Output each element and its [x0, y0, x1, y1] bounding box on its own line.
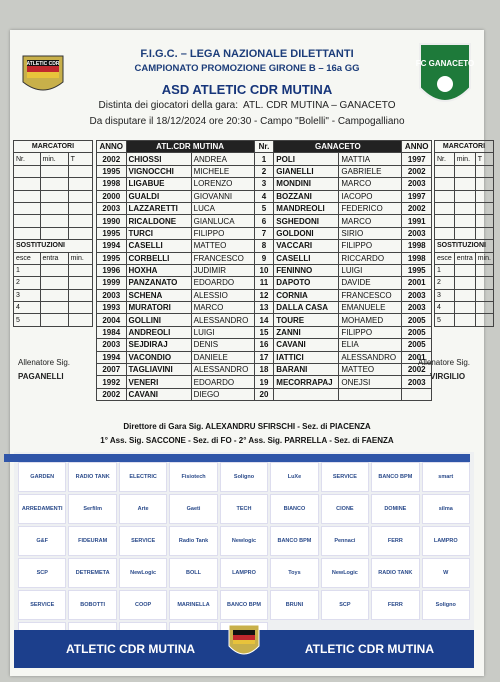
table-row [97, 202, 432, 214]
marcatori-label: MARCATORI [435, 141, 494, 153]
col-nr: Nr. [435, 153, 455, 165]
sub-num: 2 [14, 277, 41, 289]
sponsor-band [4, 454, 470, 462]
svg-text:ATLETIC CDR: ATLETIC CDR [26, 61, 60, 67]
table-row [97, 289, 432, 301]
home-birth-year: 2004 [97, 314, 127, 326]
sponsor-logo: CIONE [321, 494, 369, 524]
away-surname: MANDREOLI [274, 202, 339, 214]
away-birth-year: 2002 [402, 364, 432, 376]
col-nr: Nr. [14, 153, 41, 165]
away-firstname: MATTEO [339, 364, 402, 376]
sponsor-logo: TECH [220, 494, 268, 524]
away-birth-year: 1998 [402, 252, 432, 264]
shirt-number: 3 [254, 178, 274, 190]
away-birth-year: 2003 [402, 178, 432, 190]
away-firstname: ALESSANDRO [339, 351, 402, 363]
sponsor-logo: BANCO BPM [270, 526, 318, 556]
away-firstname: FRANCESCO [339, 289, 402, 301]
away-side-table [434, 140, 494, 327]
away-surname: MECORRAPAJ [274, 376, 339, 388]
away-firstname: EMANUELE [339, 302, 402, 314]
away-birth-year [402, 388, 432, 400]
home-birth-year: 2002 [97, 388, 127, 400]
sponsor-logo: ELECTRIC [119, 462, 167, 492]
away-surname: CAVANI [274, 339, 339, 351]
sponsor-logo: DOMINE [371, 494, 419, 524]
away-surname: FENINNO [274, 264, 339, 276]
away-birth-year: 1997 [402, 190, 432, 202]
away-birth-year: 2002 [402, 202, 432, 214]
sponsor-logo: BRUNI [270, 590, 318, 620]
sponsor-logo: FERR [371, 526, 419, 556]
sponsor-logo: LAMPRO [422, 526, 470, 556]
home-surname: MURATORI [126, 302, 191, 314]
lineup-table [96, 140, 432, 401]
sponsor-logo: Serfilm [68, 494, 116, 524]
home-surname: TAGLIAVINI [126, 364, 191, 376]
away-birth-year: 2001 [402, 277, 432, 289]
table-row [97, 153, 432, 165]
distinta-label: Distinta dei giocatori della gara: [98, 100, 239, 111]
shirt-number: 14 [254, 314, 274, 326]
sponsor-logo: SCP [18, 558, 66, 588]
table-row [97, 252, 432, 264]
home-birth-year: 1995 [97, 165, 127, 177]
home-firstname: EDOARDO [191, 376, 254, 388]
sponsor-logo: NewLogic [119, 558, 167, 588]
away-birth-year: 1998 [402, 240, 432, 252]
home-firstname: MICHELE [191, 165, 254, 177]
sponsor-logo: GARDEN [18, 462, 66, 492]
sponsor-logo: BOBOTTI [68, 590, 116, 620]
home-surname: LAZZARETTI [126, 202, 191, 214]
sponsor-logo: Newlogic [220, 526, 268, 556]
home-surname: LIGABUE [126, 178, 191, 190]
away-surname: BOZZANI [274, 190, 339, 202]
sub-num: 1 [435, 264, 455, 276]
shirt-number: 11 [254, 277, 274, 289]
sponsor-logo: smart [422, 462, 470, 492]
marcatori-label: MARCATORI [14, 141, 93, 153]
home-surname: GOLLINI [126, 314, 191, 326]
away-firstname: MOHAMED [339, 314, 402, 326]
sub-num: 5 [435, 314, 455, 326]
away-firstname: GABRIELE [339, 165, 402, 177]
away-firstname: MARCO [339, 178, 402, 190]
home-birth-year: 1998 [97, 178, 127, 190]
home-firstname: GIANLUCA [191, 215, 254, 227]
home-surname: VIGNOCCHI [126, 165, 191, 177]
league-line: F.I.G.C. – LEGA NAZIONALE DILETTANTI [140, 48, 354, 60]
atletic-cdr-footer-logo-icon [226, 622, 262, 662]
shirt-number: 5 [254, 202, 274, 214]
footer-banner [14, 630, 474, 668]
away-firstname: MATTIA [339, 153, 402, 165]
home-birth-year: 1984 [97, 326, 127, 338]
away-firstname: LUIGI [339, 264, 402, 276]
home-birth-year: 1990 [97, 215, 127, 227]
table-row [97, 227, 432, 239]
sponsor-logo: Gaeti [169, 494, 217, 524]
away-birth-year: 2003 [402, 302, 432, 314]
table-row [97, 165, 432, 177]
home-firstname: EDOARDO [191, 277, 254, 289]
sub-num: 2 [435, 277, 455, 289]
away-firstname: FILIPPO [339, 326, 402, 338]
shirt-number: 8 [254, 240, 274, 252]
sponsor-logo: FERR [371, 590, 419, 620]
nr-header: Nr. [254, 141, 274, 153]
sponsor-logo: SCP [321, 590, 369, 620]
sponsor-logo: BANCO BPM [220, 590, 268, 620]
away-birth-year: 2003 [402, 289, 432, 301]
shirt-number: 4 [254, 190, 274, 202]
away-birth-year: 1991 [402, 215, 432, 227]
away-surname: TOURE [274, 314, 339, 326]
sponsor-logo: DETREMETA [68, 558, 116, 588]
sponsor-logo: Pennaci [321, 526, 369, 556]
schedule-line: Da disputare il 18/12/2024 ore 20:30 - Campo "Bolelli" - Campogalliano [89, 116, 405, 127]
col-t: T [475, 153, 493, 165]
footer-left-text: ATLETIC CDR MUTINA [66, 642, 196, 656]
distinta-match: ATL. CDR MUTINA – GANACETO [243, 100, 396, 111]
home-firstname: MATTEO [191, 240, 254, 252]
shirt-number: 10 [254, 264, 274, 276]
away-surname: DAPOTO [274, 277, 339, 289]
home-surname: CORBELLI [126, 252, 191, 264]
sub-num: 3 [435, 289, 455, 301]
home-birth-year: 1993 [97, 302, 127, 314]
home-firstname: FRANCESCO [191, 252, 254, 264]
table-row [97, 339, 432, 351]
sponsor-logo: RADIO TANK [68, 462, 116, 492]
sponsor-logo: RADIO TANK [371, 558, 419, 588]
sponsor-logo: BOLL [169, 558, 217, 588]
sponsor-logo: MARINELLA [169, 590, 217, 620]
home-firstname: GIOVANNI [191, 190, 254, 202]
home-surname: SCHENA [126, 289, 191, 301]
home-firstname: LUCA [191, 202, 254, 214]
col-min: min. [68, 252, 92, 264]
table-row [97, 240, 432, 252]
home-surname: PANZANATO [126, 277, 191, 289]
shirt-number: 20 [254, 388, 274, 400]
home-firstname: DANIELE [191, 351, 254, 363]
col-t: T [68, 153, 92, 165]
away-birth-year: 2005 [402, 339, 432, 351]
home-firstname: FILIPPO [191, 227, 254, 239]
table-row [97, 190, 432, 202]
home-surname: CASELLI [126, 240, 191, 252]
sponsor-logo: silma [422, 494, 470, 524]
table-row [97, 351, 432, 363]
table-row [97, 215, 432, 227]
table-row [97, 277, 432, 289]
away-birth-year: 2005 [402, 326, 432, 338]
away-birth-year: 1997 [402, 153, 432, 165]
table-row [97, 302, 432, 314]
home-side-table [13, 140, 93, 327]
away-firstname: FEDERICO [339, 202, 402, 214]
sponsor-logo: LAMPRO [220, 558, 268, 588]
referee-line: Direttore di Gara Sig. ALEXANDRU SFIRSCHI - Sez. di PIACENZA [123, 422, 371, 431]
home-surname: HOXHA [126, 264, 191, 276]
shirt-number: 1 [254, 153, 274, 165]
anno-header: ANNO [97, 141, 127, 153]
away-surname: DALLA CASA [274, 302, 339, 314]
table-row [97, 376, 432, 388]
sponsor-logo: BIANCO [270, 494, 318, 524]
away-firstname: MARCO [339, 215, 402, 227]
home-team-header: ATL.CDR MUTINA [126, 141, 254, 153]
away-firstname: IACOPO [339, 190, 402, 202]
away-surname: MONDINI [274, 178, 339, 190]
home-coach-name: PAGANELLI [18, 372, 64, 381]
col-min: min. [454, 153, 475, 165]
away-coach-label: Allenatore Sig. [418, 358, 471, 367]
svg-text:FC GANACETO: FC GANACETO [415, 59, 475, 68]
table-row [97, 388, 432, 400]
home-birth-year: 1999 [97, 277, 127, 289]
away-firstname: ONEJSI [339, 376, 402, 388]
sub-num: 5 [14, 314, 41, 326]
sub-num: 4 [435, 302, 455, 314]
away-surname: VACCARI [274, 240, 339, 252]
shirt-number: 6 [254, 215, 274, 227]
away-surname: CASELLI [274, 252, 339, 264]
home-birth-year: 2003 [97, 202, 127, 214]
shirt-number: 19 [254, 376, 274, 388]
home-birth-year: 1992 [97, 376, 127, 388]
anno-header: ANNO [402, 141, 432, 153]
away-birth-year: 2003 [402, 376, 432, 388]
sponsor-logo: NewLogic [321, 558, 369, 588]
col-min: min. [40, 153, 68, 165]
home-birth-year: 1994 [97, 351, 127, 363]
home-surname: ANDREOLI [126, 326, 191, 338]
away-coach-name: VIRGILIO [430, 372, 466, 381]
sponsor-logo: SERVICE [119, 526, 167, 556]
page-title: ASD ATLETIC CDR MUTINA [161, 82, 333, 97]
col-entra: entra [40, 252, 68, 264]
table-row [97, 326, 432, 338]
home-birth-year: 1995 [97, 252, 127, 264]
home-birth-year: 2003 [97, 339, 127, 351]
table-row [97, 264, 432, 276]
away-firstname: ELIA [339, 339, 402, 351]
sostituzioni-label: SOSTITUZIONI [14, 240, 93, 252]
col-esce: esce [14, 252, 41, 264]
home-firstname: ALESSANDRO [191, 314, 254, 326]
away-surname: CORNIA [274, 289, 339, 301]
sub-num: 4 [14, 302, 41, 314]
away-firstname: DAVIDE [339, 277, 402, 289]
home-birth-year: 2002 [97, 153, 127, 165]
home-surname: RICALDONE [126, 215, 191, 227]
home-surname: CHIOSSI [126, 153, 191, 165]
sponsor-logo: W [422, 558, 470, 588]
sponsor-logo: FIDEURAM [68, 526, 116, 556]
away-surname: GIANELLI [274, 165, 339, 177]
home-firstname: MARCO [191, 302, 254, 314]
shirt-number: 9 [254, 252, 274, 264]
away-surname: IATTICI [274, 351, 339, 363]
home-birth-year: 1995 [97, 227, 127, 239]
sub-num: 3 [14, 289, 41, 301]
home-birth-year: 2003 [97, 289, 127, 301]
home-birth-year: 1994 [97, 240, 127, 252]
home-firstname: DIEGO [191, 388, 254, 400]
home-surname: TURCI [126, 227, 191, 239]
home-surname: CAVANI [126, 388, 191, 400]
away-birth-year: 1995 [402, 264, 432, 276]
shirt-number: 18 [254, 364, 274, 376]
home-birth-year: 2000 [97, 190, 127, 202]
home-firstname: LORENZO [191, 178, 254, 190]
sponsor-logo: BANCO BPM [371, 462, 419, 492]
home-surname: GUALDI [126, 190, 191, 202]
home-firstname: ALESSIO [191, 289, 254, 301]
home-birth-year: 1996 [97, 264, 127, 276]
sponsor-logo: Arte [119, 494, 167, 524]
footer-right-text: ATLETIC CDR MUTINA [304, 642, 434, 656]
shirt-number: 17 [254, 351, 274, 363]
away-firstname [339, 388, 402, 400]
sostituzioni-label: SOSTITUZIONI [435, 240, 494, 252]
home-firstname: ANDREA [191, 153, 254, 165]
away-team-header: GANACETO [274, 141, 402, 153]
sponsor-logo: COOP [119, 590, 167, 620]
home-birth-year: 2007 [97, 364, 127, 376]
home-firstname: JUDIMIR [191, 264, 254, 276]
away-surname: POLI [274, 153, 339, 165]
shirt-number: 13 [254, 302, 274, 314]
home-firstname: ALESSANDRO [191, 364, 254, 376]
home-firstname: LUIGI [191, 326, 254, 338]
home-surname: VACONDIO [126, 351, 191, 363]
away-surname: GOLDONI [274, 227, 339, 239]
sponsor-logo: G&F [18, 526, 66, 556]
shirt-number: 15 [254, 326, 274, 338]
sponsor-logo: Soligno [422, 590, 470, 620]
shirt-number: 16 [254, 339, 274, 351]
away-firstname: SIRIO [339, 227, 402, 239]
away-birth-year: 2005 [402, 314, 432, 326]
home-surname: SEJDIRAJ [126, 339, 191, 351]
shirt-number: 7 [254, 227, 274, 239]
away-surname: SGHEDONI [274, 215, 339, 227]
sponsor-logo: Toys [270, 558, 318, 588]
away-firstname: RICCARDO [339, 252, 402, 264]
match-line [10, 100, 484, 111]
table-row [97, 178, 432, 190]
col-esce: esce [435, 252, 455, 264]
sponsor-logo: ARREDAMENTI [18, 494, 66, 524]
col-entra: entra [454, 252, 475, 264]
away-surname: BARANI [274, 364, 339, 376]
away-birth-year: 2002 [402, 165, 432, 177]
assistants-line: 1° Ass. Sig. SACCONE - Sez. di FO - 2° Ass. Sig. PARRELLA - Sez. di FAENZA [100, 436, 394, 445]
away-firstname: FILIPPO [339, 240, 402, 252]
table-row [97, 364, 432, 376]
sponsor-logo: LuXe [270, 462, 318, 492]
shirt-number: 12 [254, 289, 274, 301]
home-firstname: DENIS [191, 339, 254, 351]
sub-num: 1 [14, 264, 41, 276]
away-birth-year: 2001 [402, 351, 432, 363]
table-row [97, 314, 432, 326]
away-surname: ZANNI [274, 326, 339, 338]
sponsor-logo: Fisiotech [169, 462, 217, 492]
sponsor-logo: Soligno [220, 462, 268, 492]
home-surname: VENERI [126, 376, 191, 388]
sponsor-logo: SERVICE [321, 462, 369, 492]
championship-line: CAMPIONATO PROMOZIONE GIRONE B – 16a GG [134, 63, 360, 74]
away-birth-year: 2003 [402, 227, 432, 239]
home-coach-label: Allenatore Sig. [18, 358, 71, 367]
shirt-number: 2 [254, 165, 274, 177]
sponsor-logo: Radio Tank [169, 526, 217, 556]
away-surname [274, 388, 339, 400]
sponsor-logo: SERVICE [18, 590, 66, 620]
col-min: min. [475, 252, 493, 264]
